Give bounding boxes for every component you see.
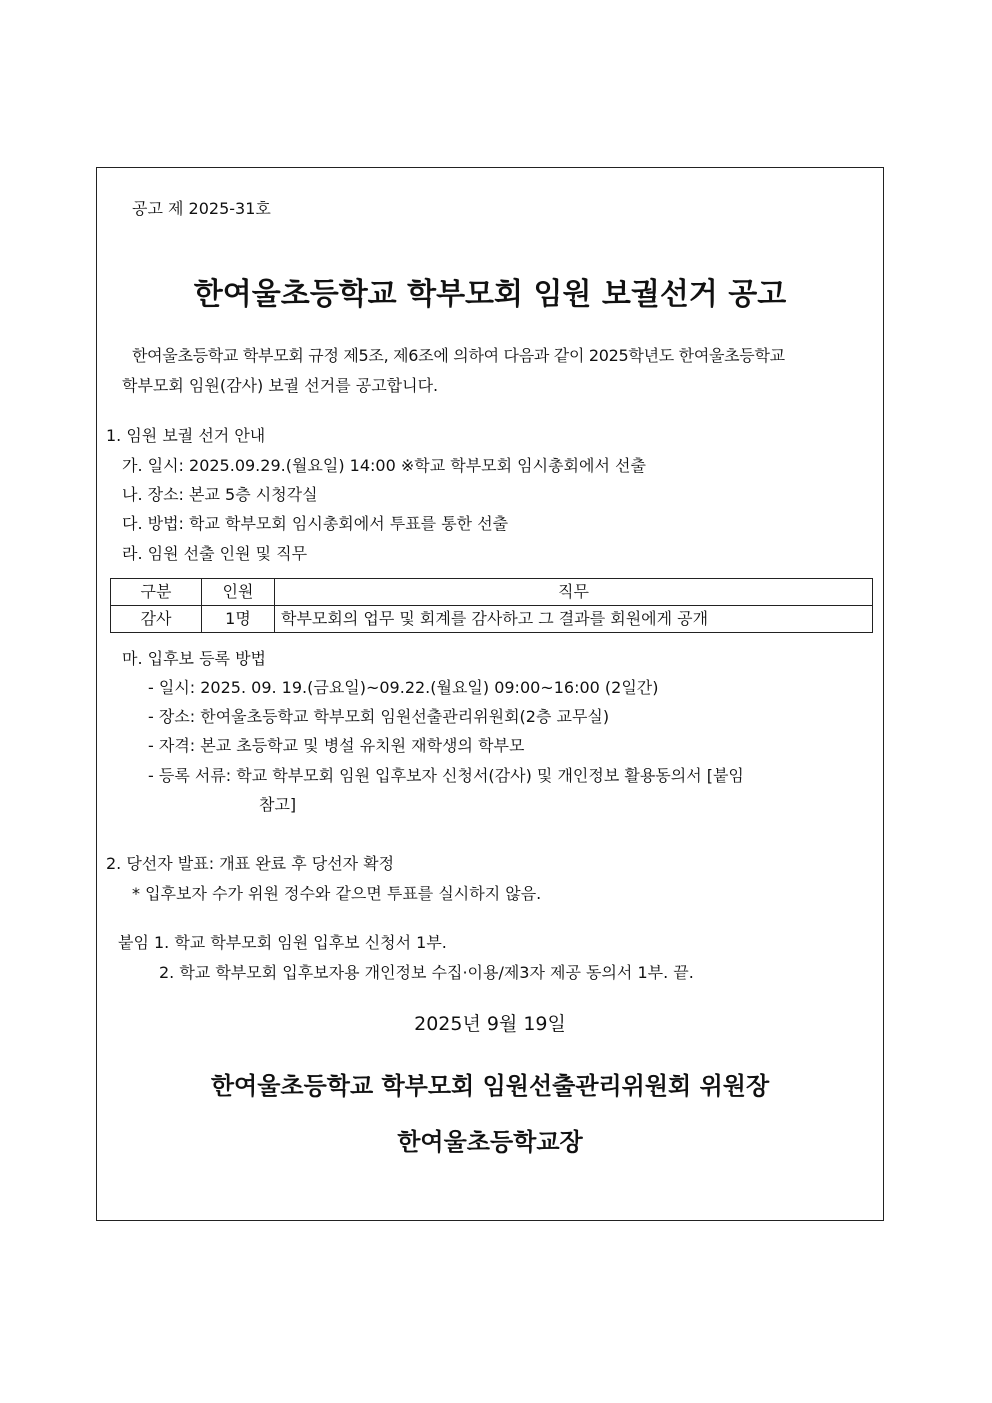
registration-item-place: - 장소: 한여울초등학교 학부모회 임원선출관리위원회(2층 교무실): [148, 707, 610, 726]
roles-cell-duty: 학부모회의 업무 및 회계를 감사하고 그 결과를 회원에게 공개: [275, 606, 873, 633]
section2-heading: 2. 당선자 발표: 개표 완료 후 당선자 확정: [106, 854, 395, 873]
signature-committee-chair: 한여울초등학교 학부모회 임원선출관리위원회 위원장: [210, 1071, 770, 1100]
attachment-line-1: 붙임 1. 학교 학부모회 임원 입후보 신청서 1부.: [118, 933, 447, 952]
section1-item-place: 나. 장소: 본교 5층 시청각실: [122, 485, 318, 504]
notice-date: 2025년 9월 19일: [414, 1013, 566, 1035]
table-row: [111, 606, 873, 633]
roles-table-header-row: [111, 579, 873, 606]
roles-header-duty: 직무: [275, 579, 873, 606]
section1-item-date: 가. 일시: 2025.09.29.(월요일) 14:00 ※학교 학부모회 임시총회에서 선출: [122, 456, 646, 475]
notice-title: 한여울초등학교 학부모회 임원 보궐선거 공고: [193, 277, 787, 312]
section2-note: * 입후보자 수가 위원 정수와 같으면 투표를 실시하지 않음.: [132, 884, 542, 903]
roles-cell-category: 감사: [111, 606, 202, 633]
intro-line-1: 한여울초등학교 학부모회 규정 제5조, 제6조에 의하여 다음과 같이 2025학년도 한여울초등학교: [132, 346, 785, 365]
registration-item-documents-continuation: 참고]: [259, 795, 297, 814]
signature-principal: 한여울초등학교장: [397, 1127, 583, 1156]
notice-number: 공고 제 2025-31호: [132, 199, 271, 218]
roles-header-category: 구분: [111, 579, 202, 606]
roles-cell-count: 1명: [202, 606, 275, 633]
section1-item-method: 다. 방법: 학교 학부모회 임시총회에서 투표를 통한 선출: [122, 514, 509, 533]
section1-heading: 1. 임원 보궐 선거 안내: [106, 426, 266, 445]
registration-heading: 마. 입후보 등록 방법: [122, 649, 266, 668]
registration-item-documents: - 등록 서류: 학교 학부모회 임원 입후보자 신청서(감사) 및 개인정보 활용동의서 [붙임: [148, 766, 744, 785]
roles-header-count: 인원: [202, 579, 275, 606]
intro-line-2: 학부모회 임원(감사) 보궐 선거를 공고합니다.: [122, 376, 439, 395]
section1-item-roles: 라. 임원 선출 인원 및 직무: [122, 544, 308, 563]
roles-table: [110, 578, 873, 633]
registration-item-eligibility: - 자격: 본교 초등학교 및 병설 유치원 재학생의 학부모: [148, 736, 525, 755]
registration-item-date: - 일시: 2025. 09. 19.(금요일)~09.22.(월요일) 09:00~16:00 (2일간): [148, 678, 659, 697]
attachment-line-2: 2. 학교 학부모회 입후보자용 개인정보 수집·이용/제3자 제공 동의서 1부. 끝.: [159, 963, 694, 982]
